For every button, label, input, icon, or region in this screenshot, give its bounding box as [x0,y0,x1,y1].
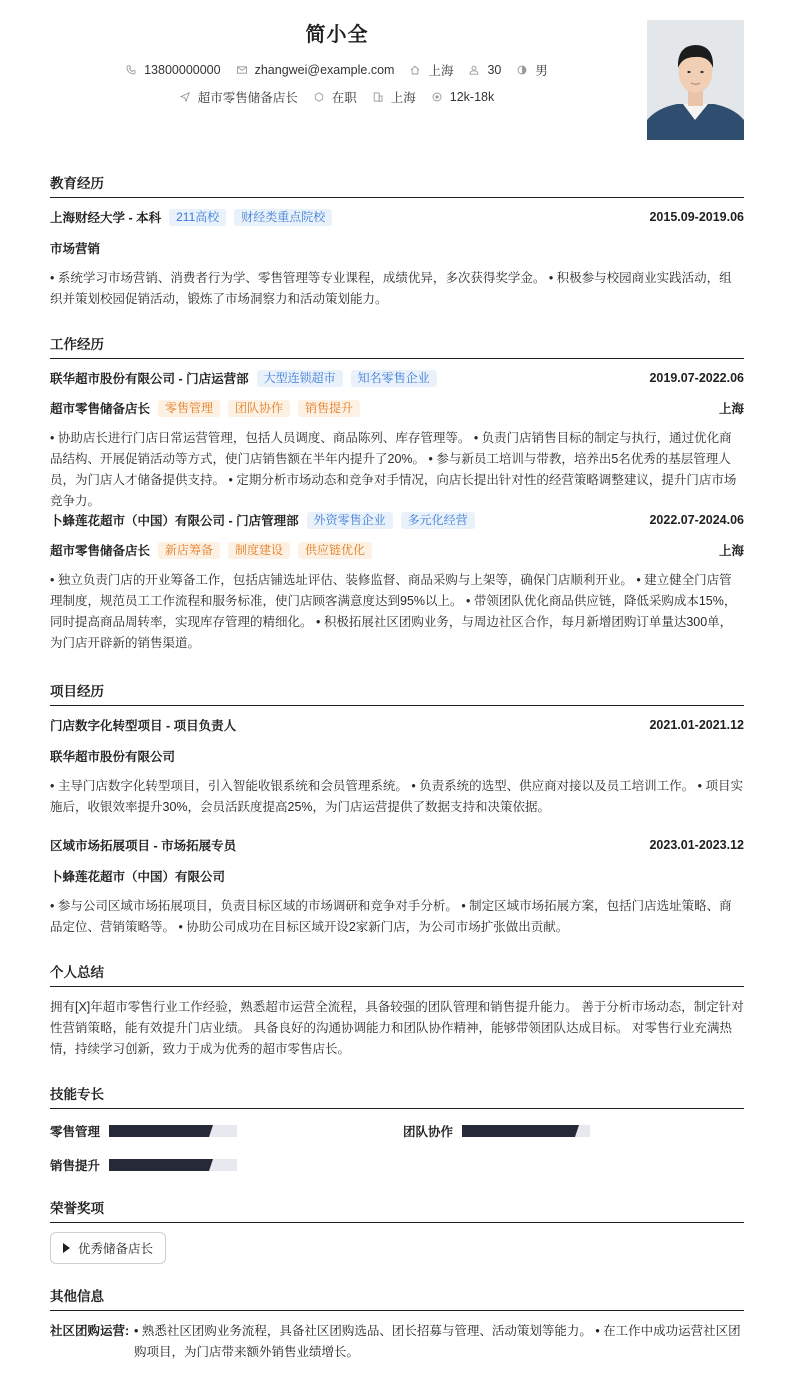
summary-text: 拥有[X]年超市零售行业工作经验，熟悉超市运营全流程，具备较强的团队管理和销售提升能力。 善于分析市场动态，制定针对性营销策略，能有效提升门店业绩。 具备良好的沟通协调能力和团队协作精神，能够带领团队达成目标。 对零售行业充满热情，持续学习创新，致力于成为优秀的超市零售店长。 [50,1000,744,1056]
job-target-value: 超市零售储备店长 [197,91,298,105]
summary-section-title: 个人总结 [50,961,744,987]
school-name: 上海财经大学 - 本科 [50,211,162,225]
user-icon [469,65,479,75]
education-period: 2015.09-2019.06 [649,210,744,224]
project-header [50,836,744,854]
project-description: • 参与公司区域市场拓展项目，负责目标区域的市场调研和竞争对手分析。 • 制定区域市场拓展方案，包括门店选址策略、商品定位、营销策略等。 • 协助公司成功在目标区域开设2家新门店，为公司市场扩张做出贡献。 [50,899,732,934]
email-item [237,63,395,77]
role-tag: 销售提升 [298,400,360,417]
work-section-title: 工作经历 [50,333,744,359]
other-info-text: • 熟悉社区团购业务流程，具备社区团购选品、团长招募与管理、活动策划等能力。 • 在工作中成功运营社区团购项目，为门店带来额外销售业绩增长。 [134,1324,741,1359]
education-section [50,172,744,198]
work-period: 2022.07-2024.06 [649,513,744,527]
skill-level-fill [109,1125,209,1137]
skill-bar [109,1125,237,1137]
skill-bar [109,1159,237,1171]
skills-section [50,1083,744,1109]
skill-level-fill [462,1125,575,1137]
honor-item[interactable] [50,1232,166,1264]
project-period: 2023.01-2023.12 [649,838,744,852]
job-target-item [180,88,298,106]
status-value: 在职 [331,91,357,105]
honor-label: 优秀储备店长 [78,1242,154,1256]
skill-level-fill [109,1159,209,1171]
company-tag: 多元化经营 [401,512,475,529]
email-value: zhangwei@example.com [254,63,395,77]
resume-header [50,0,744,150]
project-org: 卜蜂莲花超市（中国）有限公司 [50,870,226,884]
role-title: 超市零售储备店长 [50,544,151,558]
work-description: • 独立负责门店的开业筹备工作，包括店铺选址评估、装修监督、商品采购与上架等，确保门店顺利开业。 • 建立健全门店管理制度，规范员工工作流程和服务标准，使门店顾客满意度达到95%以上。 • 带领团队优化商品供应链，降低采购成本15%，同时提高商品周转率，实现库存管理的精细化。 • 积极拓展社区团购业务，与周边社区合作，每月新增团购订单量达300单，为门店开辟新的销售渠道。 [50,573,737,650]
skill-item [403,1122,590,1140]
role-tag: 团队协作 [228,400,290,417]
status-item [314,88,357,106]
skill-item [50,1122,237,1140]
gender-value: 男 [535,64,548,78]
status-icon [314,92,324,102]
city-item [410,61,453,79]
role-tag: 制度建设 [228,542,290,559]
project-title: 门店数字化转型项目 - 项目负责人 [50,719,237,733]
phone-icon [126,65,136,75]
other-info-item [50,1321,744,1363]
skill-bar [462,1125,590,1137]
expand-triangle-icon [63,1243,70,1253]
project-description: • 主导门店数字化转型项目，引入智能收银系统和会员管理系统。 • 负责系统的选型、供应商对接以及员工培训工作。 • 项目实施后，收银效率提升30%，会员活跃度提高25%，为门店运营提供了数据支持和决策依据。 [50,779,743,814]
role-row [50,399,744,417]
school-tag: 211高校 [169,209,226,226]
skill-item [50,1156,237,1174]
target-city-value: 上海 [390,91,416,105]
honors-section [50,1197,744,1223]
education-description: • 系统学习市场营销、消费者行为学、零售管理等专业课程，成绩优异，多次获得奖学金。 • 积极参与校园商业实践活动，组织并策划校园促销活动，锻炼了市场洞察力和活动策划能力。 [50,271,732,306]
resume-page [50,0,744,1359]
mail-icon [237,65,247,75]
company-tag: 大型连锁超市 [257,370,343,387]
building-icon [373,92,383,102]
city-value: 上海 [428,64,454,78]
skill-name: 销售提升 [50,1159,101,1173]
school-tag: 财经类重点院校 [234,209,332,226]
company-tag: 知名零售企业 [351,370,437,387]
work-location: 上海 [718,544,744,558]
coin-icon [432,92,442,102]
project-section-title: 项目经历 [50,680,744,706]
target-city-item [373,88,416,106]
contact-row [50,61,624,79]
work-header [50,511,744,529]
work-description: • 协助店长进行门店日常运营管理，包括人员调度、商品陈列、库存管理等。 • 负责门店销售目标的制定与执行，通过优化商品结构、开展促销活动等方式，使门店销售额在半年内提升了20%。 • 参与新员工培训与带教，培养出5名优秀的基层管理人员，为门店人才储备提供支持。 • 定期分析市场动态和竞争对手情况，向店长提出针对性的经营策略调整建议，提升门店市场竞争力。 [50,431,737,508]
age-item [469,63,501,77]
work-location: 上海 [718,402,744,416]
job-intent-row [50,88,624,106]
role-tag: 零售管理 [158,400,220,417]
salary-item [432,90,494,104]
project-section [50,680,744,706]
gender-item [517,61,548,79]
role-title: 超市零售储备店长 [50,402,151,416]
other-info-label: 社区团购运营: [50,1324,130,1338]
other-section [50,1285,744,1311]
phone-value: 13800000000 [144,63,221,77]
project-period: 2021.01-2021.12 [649,718,744,732]
role-tag: 新店筹备 [158,542,220,559]
major: 市场营销 [50,242,101,256]
education-header [50,208,744,226]
skills-section-title: 技能专长 [50,1083,744,1109]
company-name: 卜蜂莲花超市（中国）有限公司 - 门店管理部 [50,514,299,528]
role-row [50,541,744,559]
work-header [50,369,744,387]
skill-name: 零售管理 [50,1125,101,1139]
education-section-title: 教育经历 [50,172,744,198]
candidate-name: 简小全 [305,24,369,46]
phone-item [126,63,220,77]
avatar [647,20,744,140]
work-period: 2019.07-2022.06 [649,371,744,385]
role-tag: 供应链优化 [298,542,372,559]
gender-icon [517,65,527,75]
honors-section-title: 荣誉奖项 [50,1197,744,1223]
age-value: 30 [487,63,502,77]
summary-section [50,961,744,987]
company-name: 联华超市股份有限公司 - 门店运营部 [50,372,249,386]
salary-value: 12k-18k [449,90,495,104]
send-icon [180,92,190,102]
other-section-title: 其他信息 [50,1285,744,1311]
project-org: 联华超市股份有限公司 [50,750,176,764]
project-title: 区域市场拓展项目 - 市场拓展专员 [50,839,237,853]
home-icon [410,65,420,75]
work-section [50,333,744,359]
company-tag: 外资零售企业 [307,512,393,529]
project-header [50,716,744,734]
skill-name: 团队协作 [403,1125,454,1139]
